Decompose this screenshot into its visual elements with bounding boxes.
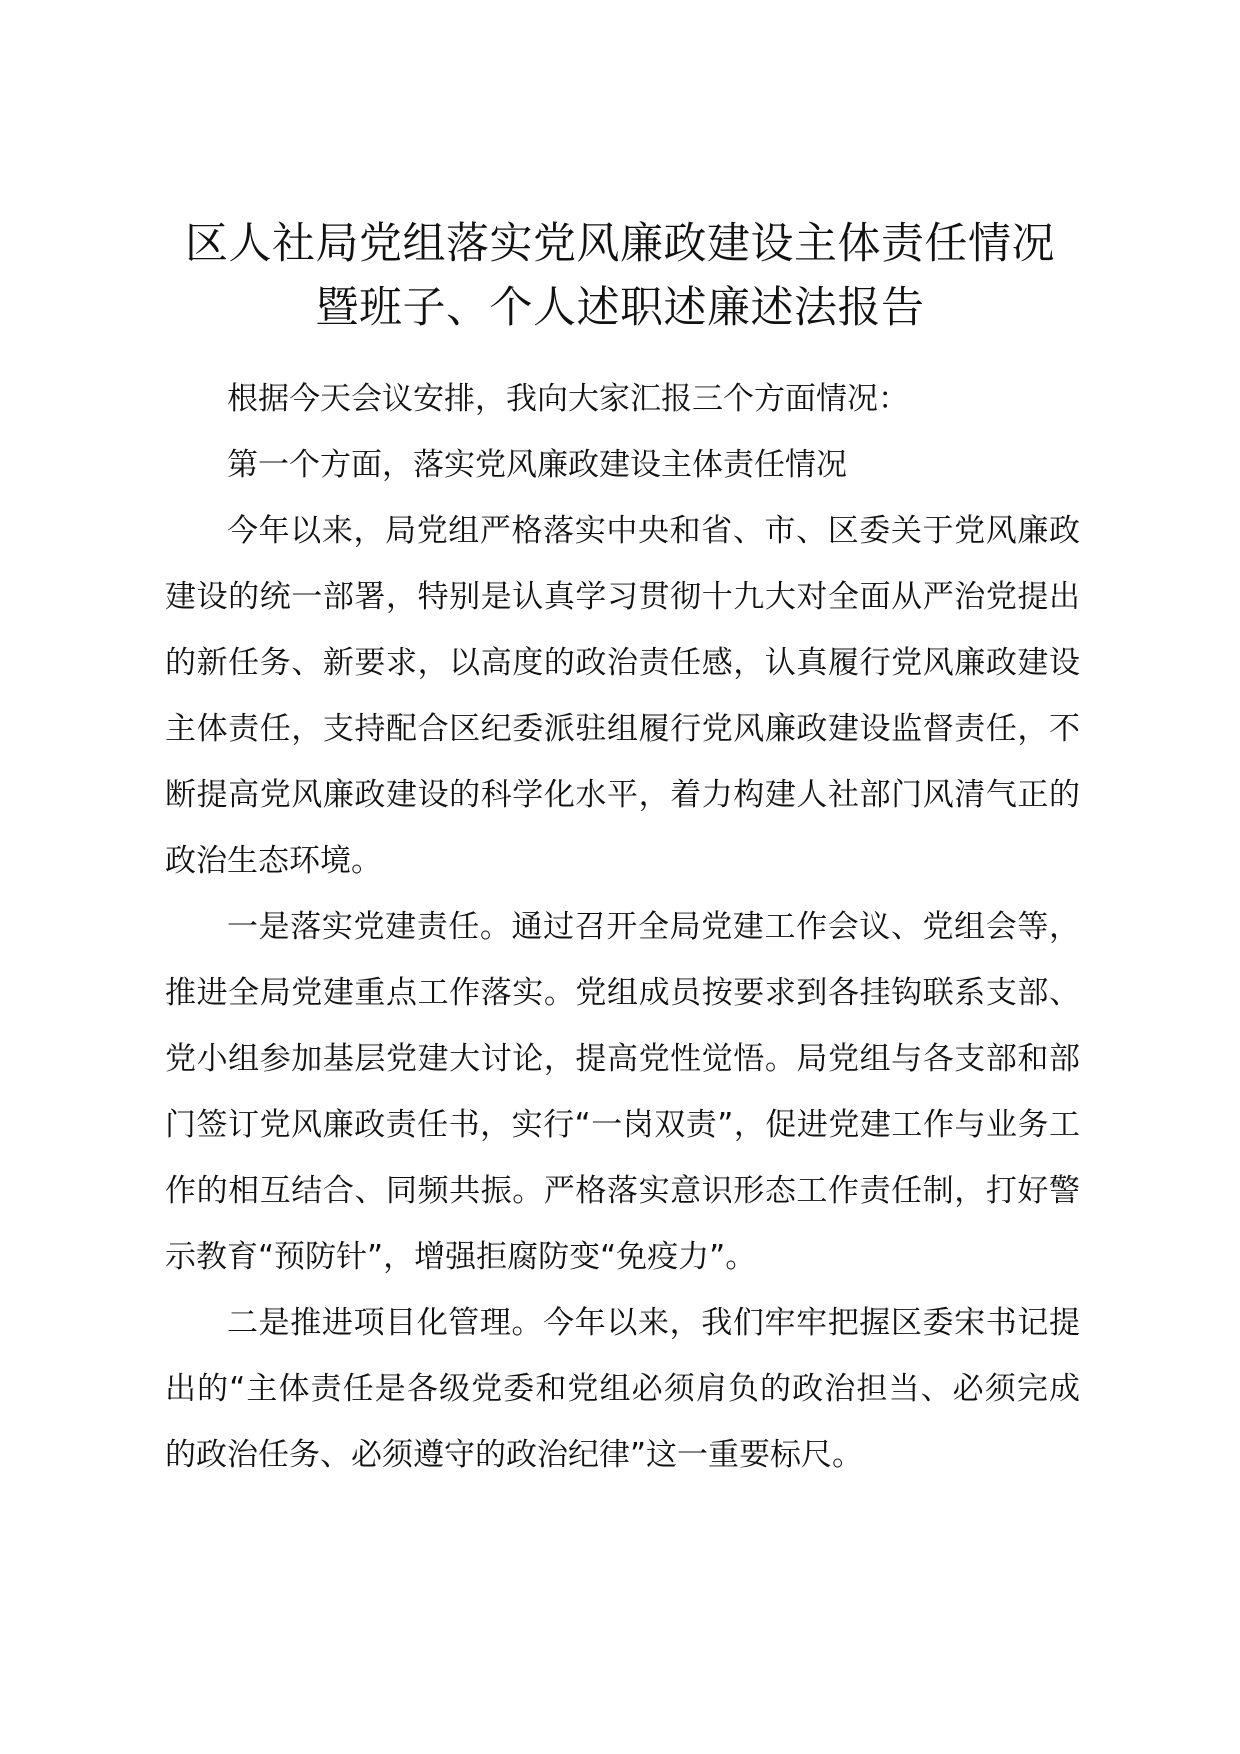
paragraph-section-heading: 第一个方面，落实党风廉政建设主体责任情况 bbox=[227, 447, 847, 483]
document-title bbox=[150, 212, 1090, 340]
paragraph-intro: 根据今天会议安排，我向大家汇报三个方面情况： bbox=[227, 381, 909, 417]
paragraph-point-one: 一是落实党建责任。通过召开全局党建工作会议、党组会等，推进全局党建重点工作落实。党组成员按要求到各挂钩联系支部、党小组参加基层党建大讨论，提高党性觉悟。局党组与各支部和部门签订党风廉政责任书，实行“一岗双责”，促进党建工作与业务工作的相互结合、同频共振。严格落实意识形态工作责任制，打好警示教育“预防针”，增强拒腐防变“免疫力”。 bbox=[165, 909, 1080, 1275]
title-line-1: 区人社局党组落实党风廉政建设主体责任情况 bbox=[185, 219, 1055, 269]
paragraph-point-two: 二是推进项目化管理。今年以来，我们牢牢把握区委宋书记提出的“主体责任是各级党委和党组必须肩负的政治担当、必须完成的政治任务、必须遵守的政治纪律”这一重要标尺。 bbox=[165, 1305, 1080, 1473]
document-body bbox=[165, 366, 1080, 1488]
paragraph-overview: 今年以来，局党组严格落实中央和省、市、区委关于党风廉政建设的统一部署，特别是认真学习贯彻十九大对全面从严治党提出的新任务、新要求，以高度的政治责任感，认真履行党风廉政建设主体责任，支持配合区纪委派驻组履行党风廉政建设监督责任，不断提高党风廉政建设的科学化水平，着力构建人社部门风清气正的政治生态环境。 bbox=[165, 513, 1080, 879]
title-line-2: 暨班子、个人述职述廉述法报告 bbox=[315, 283, 925, 333]
